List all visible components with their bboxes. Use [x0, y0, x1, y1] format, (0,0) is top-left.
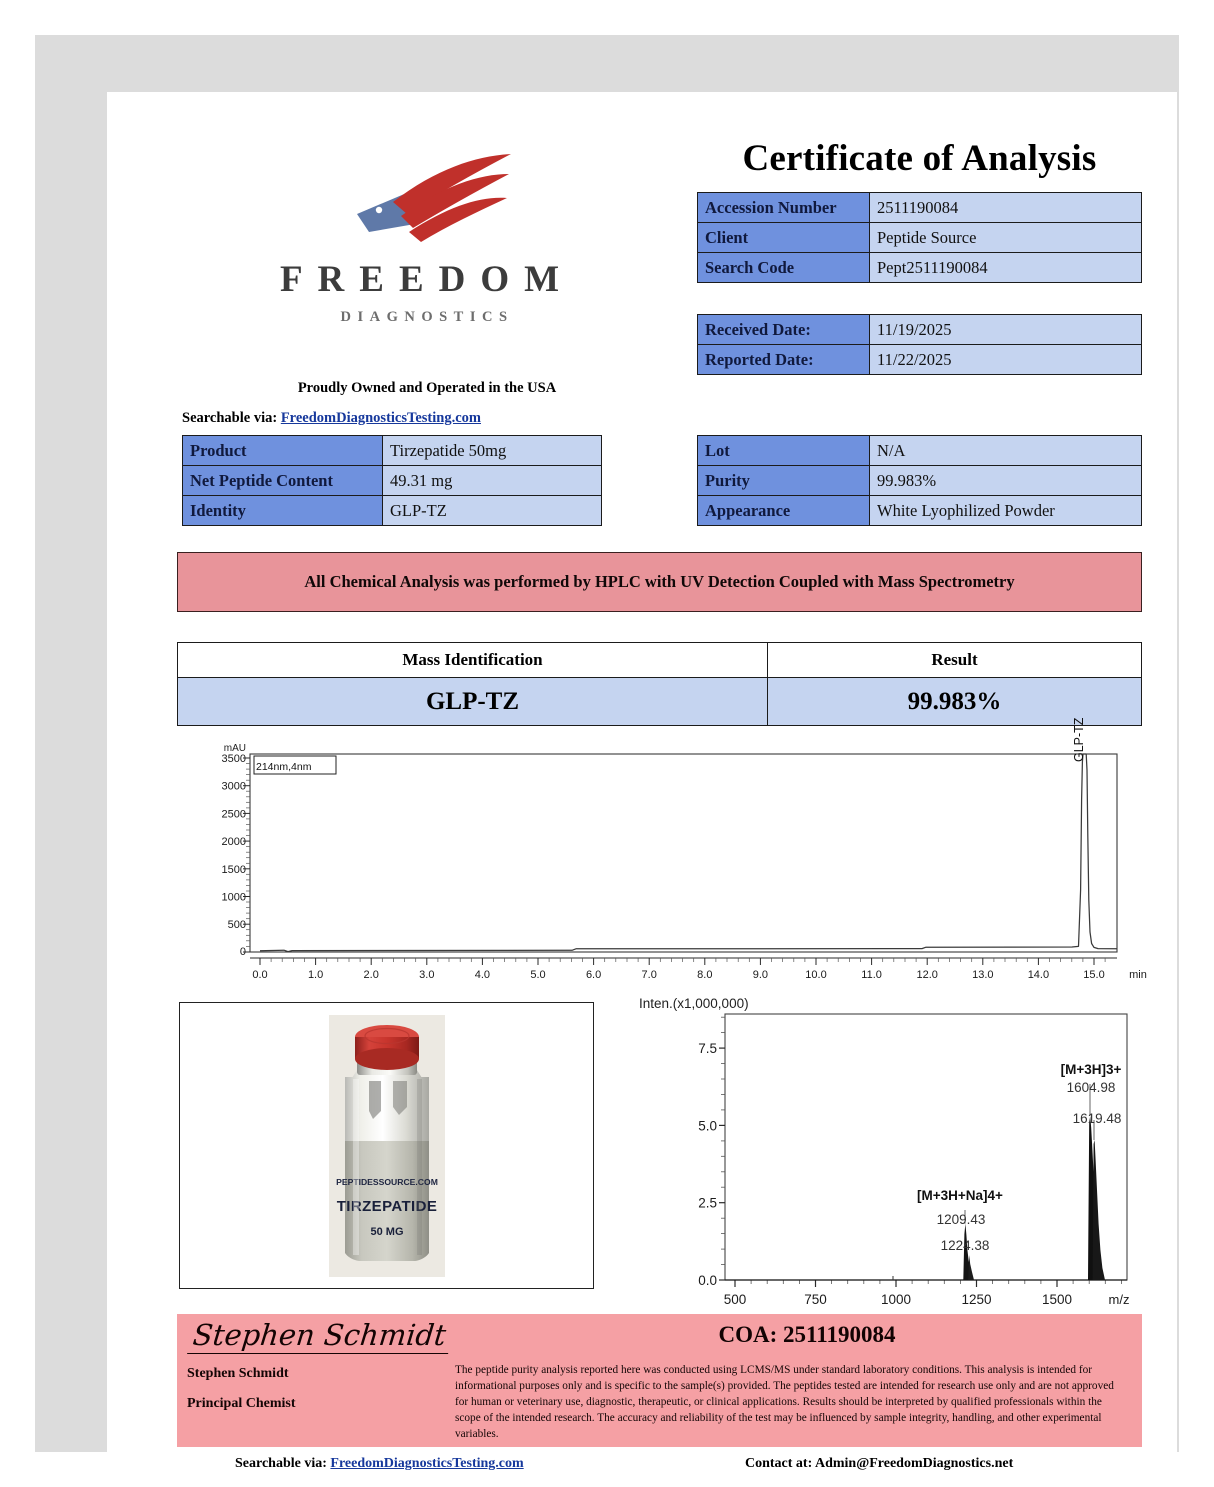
company-logo-block — [212, 152, 642, 397]
svg-text:500: 500 — [227, 919, 246, 932]
searchable-label: Searchable via: — [182, 410, 278, 426]
svg-text:9.0: 9.0 — [752, 969, 769, 981]
table-row — [698, 223, 1142, 253]
svg-text:5.0: 5.0 — [530, 969, 546, 981]
svg-text:1000: 1000 — [880, 1292, 912, 1307]
search-code-label: Search Code — [698, 253, 870, 283]
searchable-via-header — [182, 410, 481, 427]
company-subtitle: DIAGNOSTICS — [340, 309, 514, 325]
hplc-chromatogram — [142, 717, 1152, 982]
appearance-label: Appearance — [698, 496, 870, 526]
chrom-detector-label: 214nm,4nm — [256, 761, 312, 773]
client-label: Client — [698, 223, 870, 253]
page-title: Certificate of Analysis — [742, 138, 1097, 179]
table-row — [183, 436, 602, 466]
received-date-label: Received Date: — [698, 315, 870, 345]
vial-brand-text: PEPTIDESSOURCE.COM — [335, 1176, 438, 1187]
svg-text:13.0: 13.0 — [972, 969, 994, 981]
svg-text:0.0: 0.0 — [252, 969, 268, 981]
svg-text:3.0: 3.0 — [419, 969, 435, 981]
reported-date-label: Reported Date: — [698, 345, 870, 375]
table-row — [698, 193, 1142, 223]
page-footer — [177, 1452, 1142, 1482]
vial-photo — [329, 1015, 445, 1277]
signature-script: Stephen Schmidt — [187, 1318, 452, 1354]
analysis-method-banner: All Chemical Analysis was performed by HPLC with UV Detection Coupled with Mass Spectrometry — [177, 552, 1142, 612]
identity-label: Identity — [183, 496, 383, 526]
signature-panel — [177, 1314, 1142, 1447]
table-row — [183, 496, 602, 526]
ms-annotation-charge-2: [M+3H+Na]4+ — [917, 1188, 1003, 1203]
svg-text:1250: 1250 — [961, 1292, 992, 1307]
svg-text:1000: 1000 — [221, 891, 246, 904]
mass-identification-value: GLP-TZ — [178, 678, 768, 726]
company-name: FREEDOM — [279, 259, 575, 300]
search-code-value: Pept2511190084 — [870, 253, 1142, 283]
svg-text:10.0: 10.0 — [805, 969, 827, 981]
svg-text:3500: 3500 — [221, 753, 246, 765]
disclaimer-text: The peptide purity analysis reported here was conducted using LCMS/MS under standard laboratory conditions. This analysis is intended for informational purposes only and is specific to the sample(s) provided. The peptides tested are intended for research use only and are not approved for human or veterinary use, diagnostic, therapeutic, or clinical applications. Results should be interpreted by qualified professionals within the scope of the intended research. The accuracy and reliability of the test may be influenced by sample integrity, handling, and other experimental variables. — [455, 1364, 1114, 1441]
accession-number-value: 2511190084 — [870, 193, 1142, 223]
svg-text:5.0: 5.0 — [698, 1118, 717, 1134]
dates-table — [697, 314, 1142, 375]
ms-annotation-mz-2: 1209.43 — [936, 1212, 986, 1227]
mass-identification-header: Mass Identification — [178, 643, 768, 678]
product-table — [182, 435, 602, 526]
result-value: 99.983% — [768, 678, 1142, 726]
certificate-page — [107, 92, 1177, 1487]
svg-text:2000: 2000 — [221, 836, 246, 849]
lot-table — [697, 435, 1142, 526]
svg-text:7.5: 7.5 — [698, 1041, 717, 1056]
vial-product-text: TIRZEPATIDE — [336, 1197, 437, 1215]
table-row — [698, 253, 1142, 283]
svg-text:500: 500 — [723, 1292, 747, 1307]
chrom-x-unit: min — [1129, 969, 1147, 981]
footer-searchable — [235, 1456, 524, 1472]
ms-title: Inten.(x1,000,000) — [639, 996, 749, 1011]
purity-value: 99.983% — [870, 466, 1142, 496]
mass-spectrum-chart — [627, 992, 1147, 1312]
searchable-link[interactable]: FreedomDiagnosticsTesting.com — [280, 410, 481, 426]
svg-text:2500: 2500 — [221, 808, 246, 821]
footer-contact: Contact at: Admin@FreedomDiagnostics.net — [745, 1456, 1014, 1471]
accession-number-label: Accession Number — [698, 193, 870, 223]
table-row — [698, 345, 1142, 375]
table-row — [698, 496, 1142, 526]
svg-text:8.0: 8.0 — [697, 969, 713, 981]
freedom-eagle-flag-icon — [297, 152, 557, 262]
signer-role: Principal Chemist — [187, 1396, 296, 1411]
svg-text:7.0: 7.0 — [641, 969, 657, 981]
chrom-x-ticks — [252, 969, 1104, 981]
footer-searchable-label: Searchable via: — [235, 1456, 327, 1471]
purity-label: Purity — [698, 466, 870, 496]
svg-text:12.0: 12.0 — [916, 969, 938, 981]
table-row — [183, 466, 602, 496]
svg-text:6.0: 6.0 — [585, 969, 602, 981]
result-header: Result — [768, 643, 1142, 678]
vial-strength-text: 50 MG — [369, 1225, 404, 1238]
identity-value: GLP-TZ — [383, 496, 602, 526]
lot-label: Lot — [698, 436, 870, 466]
svg-text:1.0: 1.0 — [307, 969, 324, 981]
svg-text:3000: 3000 — [221, 780, 246, 793]
table-row — [178, 678, 1142, 726]
ms-x-unit: m/z — [1108, 1292, 1130, 1307]
ms-annotation-mz-1: 1604.98 — [1066, 1080, 1116, 1095]
reported-date-value: 11/22/2025 — [870, 345, 1142, 375]
table-row — [698, 466, 1142, 496]
table-row — [698, 315, 1142, 345]
svg-text:2.0: 2.0 — [363, 969, 379, 981]
svg-text:14.0: 14.0 — [1027, 969, 1050, 981]
received-date-value: 11/19/2025 — [870, 315, 1142, 345]
svg-text:4.0: 4.0 — [474, 969, 491, 981]
svg-text:2.5: 2.5 — [698, 1195, 717, 1211]
net-peptide-content-value: 49.31 mg — [383, 466, 602, 496]
chrom-y-unit: mAU — [223, 743, 246, 754]
page-frame — [35, 35, 1179, 1471]
usa-tagline: Proudly Owned and Operated in the USA — [297, 380, 557, 396]
product-photo-frame — [179, 1002, 594, 1289]
client-value: Peptide Source — [870, 223, 1142, 253]
svg-text:1500: 1500 — [221, 863, 246, 876]
lot-value: N/A — [870, 436, 1142, 466]
net-peptide-content-label: Net Peptide Content — [183, 466, 383, 496]
ms-annotation-mz-2b: 1224.38 — [940, 1238, 990, 1253]
product-value: Tirzepatide 50mg — [383, 436, 602, 466]
svg-text:750: 750 — [804, 1292, 827, 1307]
ms-y-ticks — [698, 1041, 717, 1288]
product-label: Product — [183, 436, 383, 466]
ms-x-ticks — [724, 1292, 1072, 1307]
appearance-value: White Lyophilized Powder — [870, 496, 1142, 526]
svg-text:15.0: 15.0 — [1083, 969, 1105, 981]
signer-name: Stephen Schmidt — [187, 1366, 289, 1381]
coa-number: COA: 2511190084 — [718, 1322, 896, 1347]
svg-text:0.0: 0.0 — [698, 1273, 717, 1288]
accession-table — [697, 192, 1142, 283]
footer-searchable-link[interactable]: FreedomDiagnosticsTesting.com — [330, 1456, 524, 1471]
mass-identification-table — [177, 642, 1142, 726]
ms-annotation-mz-1b: 1619.48 — [1072, 1111, 1122, 1126]
ms-annotation-charge-1: [M+3H]3+ — [1060, 1062, 1122, 1077]
svg-text:0: 0 — [239, 946, 246, 958]
table-header-row — [178, 643, 1142, 678]
svg-text:11.0: 11.0 — [861, 969, 882, 981]
chrom-peak-label: GLP-TZ — [1072, 717, 1086, 762]
svg-text:1500: 1500 — [1041, 1292, 1073, 1307]
table-row — [698, 436, 1142, 466]
